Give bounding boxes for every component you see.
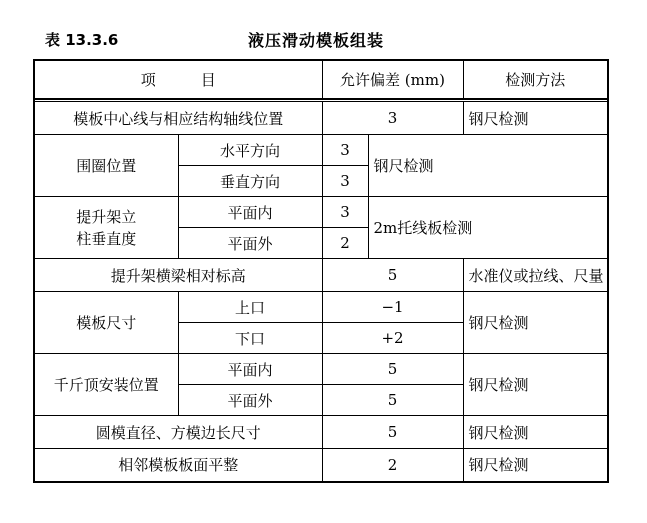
row-value: +2 [322,323,463,354]
row-method: 钢尺检测 [463,449,608,482]
table-row [34,102,608,135]
row-item-line: 提升架立 [76,207,137,226]
table-row [34,197,608,228]
row-method: 钢尺检测 [463,354,608,416]
row-subitem: 水平方向 [178,135,322,166]
row-value: −1 [322,292,463,323]
row-subitem: 平面外 [178,228,322,259]
row-item: 圆模直径、方模边长尺寸 [34,416,322,449]
row-item-line: 柱垂直度 [76,229,137,248]
row-value: 5 [322,385,463,416]
row-subitem: 下口 [178,323,322,354]
row-value: 5 [322,416,463,449]
row-method: 2m托线板检测 [368,197,608,259]
table-row [34,354,608,385]
row-item [34,197,178,259]
table-header-row [34,60,608,99]
row-value: 3 [322,197,368,228]
row-item: 千斤顶安装位置 [34,354,178,416]
row-value: 3 [322,135,368,166]
table-row [34,449,608,482]
row-value: 3 [322,166,368,197]
table-row [34,135,608,166]
row-value: 5 [322,354,463,385]
row-value: 2 [322,228,368,259]
row-method: 钢尺检测 [463,416,608,449]
row-method: 钢尺检测 [463,102,608,135]
row-item: 模板中心线与相应结构轴线位置 [34,102,322,135]
header-item: 项 目 [34,60,322,99]
row-value: 5 [322,259,463,292]
row-subitem: 平面内 [178,354,322,385]
table-number: 表 13.3.6 [45,31,119,49]
row-item: 围圈位置 [34,135,178,197]
row-subitem: 平面外 [178,385,322,416]
row-subitem: 上口 [178,292,322,323]
header-method: 检测方法 [463,60,608,99]
row-method: 水准仪或拉线、尺量 [463,259,608,292]
row-item: 模板尺寸 [34,292,178,354]
row-item: 相邻模板板面平整 [34,449,322,482]
row-value: 2 [322,449,463,482]
row-item: 提升架横梁相对标高 [34,259,322,292]
table-title: 液压滑动模板组装 [248,31,385,50]
row-method: 钢尺检测 [463,292,608,354]
tolerance-table [33,59,609,483]
row-method: 钢尺检测 [368,135,608,197]
row-subitem: 垂直方向 [178,166,322,197]
table-row [34,292,608,323]
row-value: 3 [322,102,463,135]
table-row [34,259,608,292]
header-tolerance: 允许偏差 (mm) [322,60,463,99]
row-subitem: 平面内 [178,197,322,228]
table-row [34,416,608,449]
